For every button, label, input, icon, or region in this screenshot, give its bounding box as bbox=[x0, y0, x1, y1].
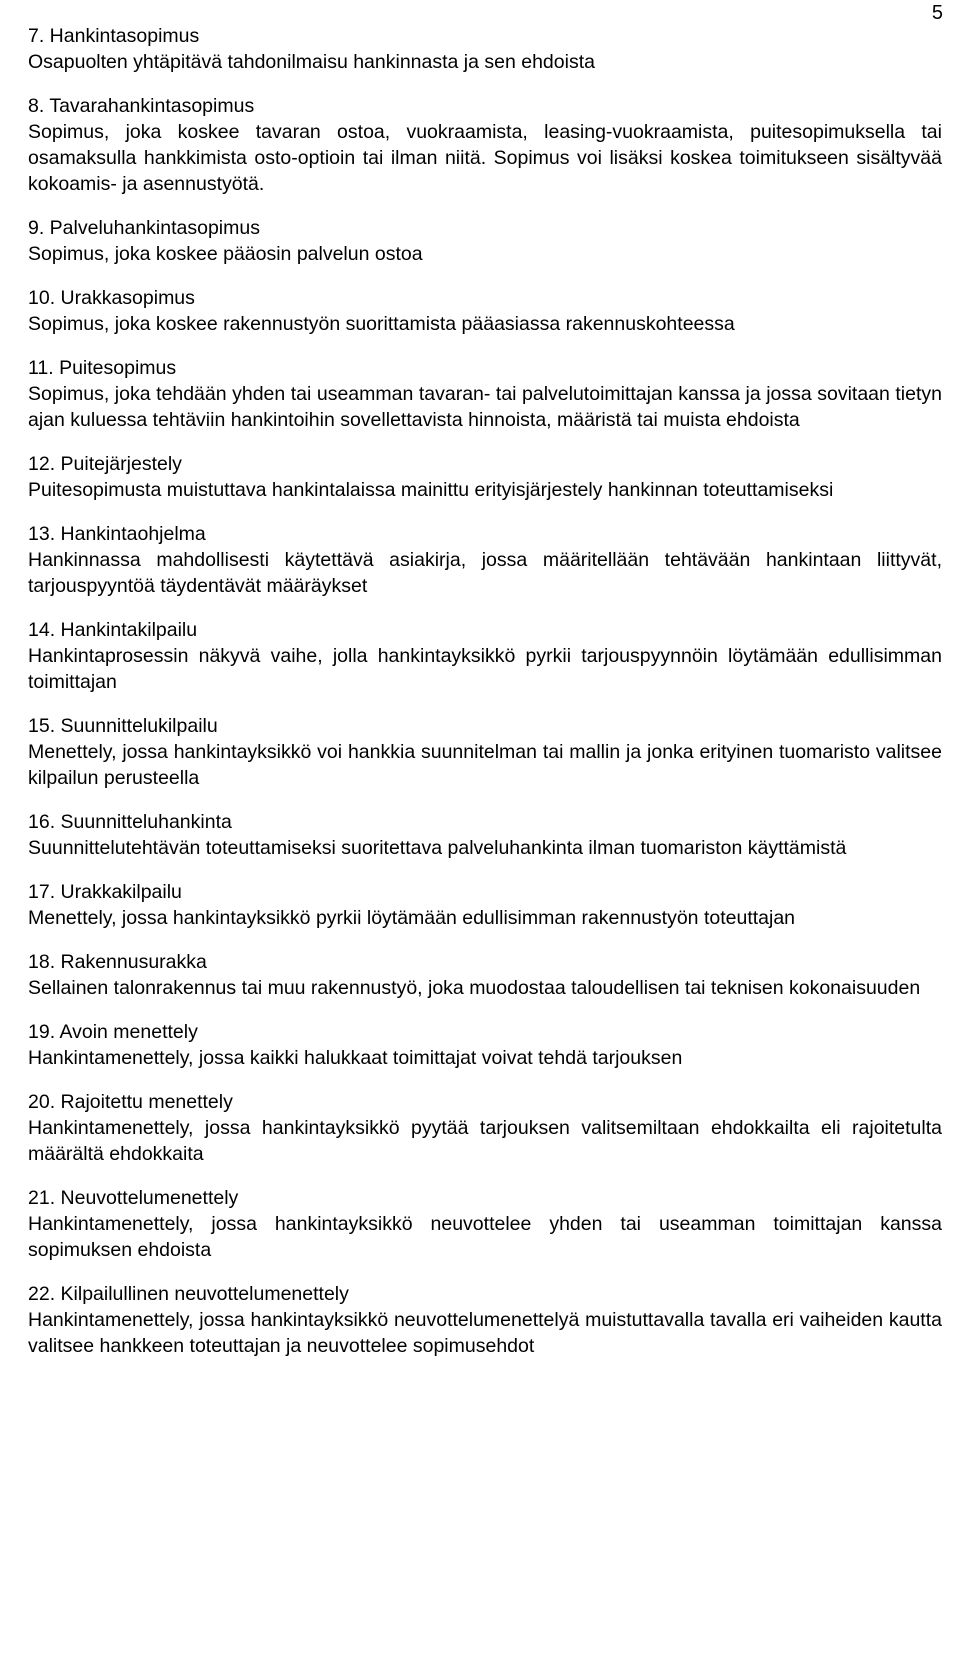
entry-title: 9. Palveluhankintasopimus bbox=[28, 217, 260, 239]
entry-title: 21. Neuvottelumenettely bbox=[28, 1187, 239, 1209]
definition-entry bbox=[28, 1185, 942, 1263]
entry-title: 19. Avoin menettely bbox=[28, 1021, 198, 1043]
entry-definition: Hankintamenettely, jossa hankintayksikkö neuvottelumenettelyä muistuttavalla tavalla eri vaiheiden kautta valitsee hankkeen toteuttajan ja neuvottelee sopimusehdot bbox=[28, 1309, 942, 1357]
definition-entry bbox=[28, 285, 942, 337]
definition-entry bbox=[28, 521, 942, 599]
definition-entry bbox=[28, 93, 942, 197]
definition-entry bbox=[28, 355, 942, 433]
definition-entry bbox=[28, 451, 942, 503]
entry-definition: Suunnittelutehtävän toteuttamiseksi suoritettava palveluhankinta ilman tuomariston käyttämistä bbox=[28, 837, 847, 859]
entry-definition: Menettely, jossa hankintayksikkö pyrkii löytämään edullisimman rakennustyön toteuttajan bbox=[28, 907, 796, 929]
page-number: 5 bbox=[931, 2, 943, 24]
definition-entry bbox=[28, 1089, 942, 1167]
definition-entry bbox=[28, 617, 942, 695]
definition-entry bbox=[28, 23, 942, 75]
entry-definition: Osapuolten yhtäpitävä tahdonilmaisu hankinnasta ja sen ehdoista bbox=[28, 51, 595, 73]
entry-definition: Hankintamenettely, jossa hankintayksikkö neuvottelee yhden tai useamman toimittajan kanssa sopimuksen ehdoista bbox=[28, 1213, 942, 1261]
entry-definition: Hankintamenettely, jossa hankintayksikkö pyytää tarjouksen valitsemiltaan ehdokkailta eli rajoitetulta määrältä ehdokkaita bbox=[28, 1117, 942, 1165]
entry-definition: Sopimus, joka koskee pääosin palvelun ostoa bbox=[28, 243, 423, 265]
entry-title: 20. Rajoitettu menettely bbox=[28, 1091, 233, 1113]
definition-entry bbox=[28, 879, 942, 931]
definitions-list bbox=[28, 23, 942, 1377]
entry-title: 13. Hankintaohjelma bbox=[28, 523, 206, 545]
definition-entry bbox=[28, 809, 942, 861]
entry-title: 14. Hankintakilpailu bbox=[28, 619, 198, 641]
entry-definition: Hankintaprosessin näkyvä vaihe, jolla hankintayksikkö pyrkii tarjouspyynnöin löytämään edullisimman toimittajan bbox=[28, 645, 942, 693]
entry-title: 18. Rakennusurakka bbox=[28, 951, 207, 973]
definition-entry bbox=[28, 1281, 942, 1359]
entry-title: 15. Suunnittelukilpailu bbox=[28, 715, 218, 737]
entry-definition: Hankintamenettely, jossa kaikki halukkaat toimittajat voivat tehdä tarjouksen bbox=[28, 1047, 683, 1069]
entry-definition: Sopimus, joka koskee tavaran ostoa, vuokraamista, leasing-vuokraamista, puitesopimuksella tai osamaksulla hankkimista osto-optioin tai ilman niitä. Sopimus voi lisäksi koskea toimitukseen sisältyvää kokoamis- ja asennustyötä. bbox=[28, 121, 942, 195]
entry-definition: Puitesopimusta muistuttava hankintalaissa mainittu erityisjärjestely hankinnan toteuttamiseksi bbox=[28, 479, 834, 501]
entry-definition: Sellainen talonrakennus tai muu rakennustyö, joka muodostaa taloudellisen tai teknisen kokonaisuuden bbox=[28, 977, 921, 999]
entry-title: 7. Hankintasopimus bbox=[28, 25, 200, 47]
entry-title: 8. Tavarahankintasopimus bbox=[28, 95, 255, 117]
definition-entry bbox=[28, 1019, 942, 1071]
entry-definition: Sopimus, joka tehdään yhden tai useamman tavaran- tai palvelutoimittajan kanssa ja jossa sovitaan tietyn ajan kuluessa tehtäviin hankintoihin sovellettavista hinnoista, määristä tai muista ehdoista bbox=[28, 383, 942, 431]
entry-title: 12. Puitejärjestely bbox=[28, 453, 182, 475]
entry-definition: Sopimus, joka koskee rakennustyön suorittamista pääasiassa rakennuskohteessa bbox=[28, 313, 735, 335]
definition-entry bbox=[28, 215, 942, 267]
entry-title: 17. Urakkakilpailu bbox=[28, 881, 182, 903]
entry-title: 22. Kilpailullinen neuvottelumenettely bbox=[28, 1283, 349, 1305]
entry-title: 11. Puitesopimus bbox=[28, 357, 177, 379]
definition-entry bbox=[28, 949, 942, 1001]
entry-title: 16. Suunnitteluhankinta bbox=[28, 811, 232, 833]
entry-definition: Menettely, jossa hankintayksikkö voi hankkia suunnitelman tai mallin ja jonka erityinen tuomaristo valitsee kilpailun perusteella bbox=[28, 741, 942, 789]
definition-entry bbox=[28, 713, 942, 791]
entry-definition: Hankinnassa mahdollisesti käytettävä asiakirja, jossa määritellään tehtävään hankintaan liittyvät, tarjouspyyntöä täydentävät määräykset bbox=[28, 549, 942, 597]
entry-title: 10. Urakkasopimus bbox=[28, 287, 195, 309]
